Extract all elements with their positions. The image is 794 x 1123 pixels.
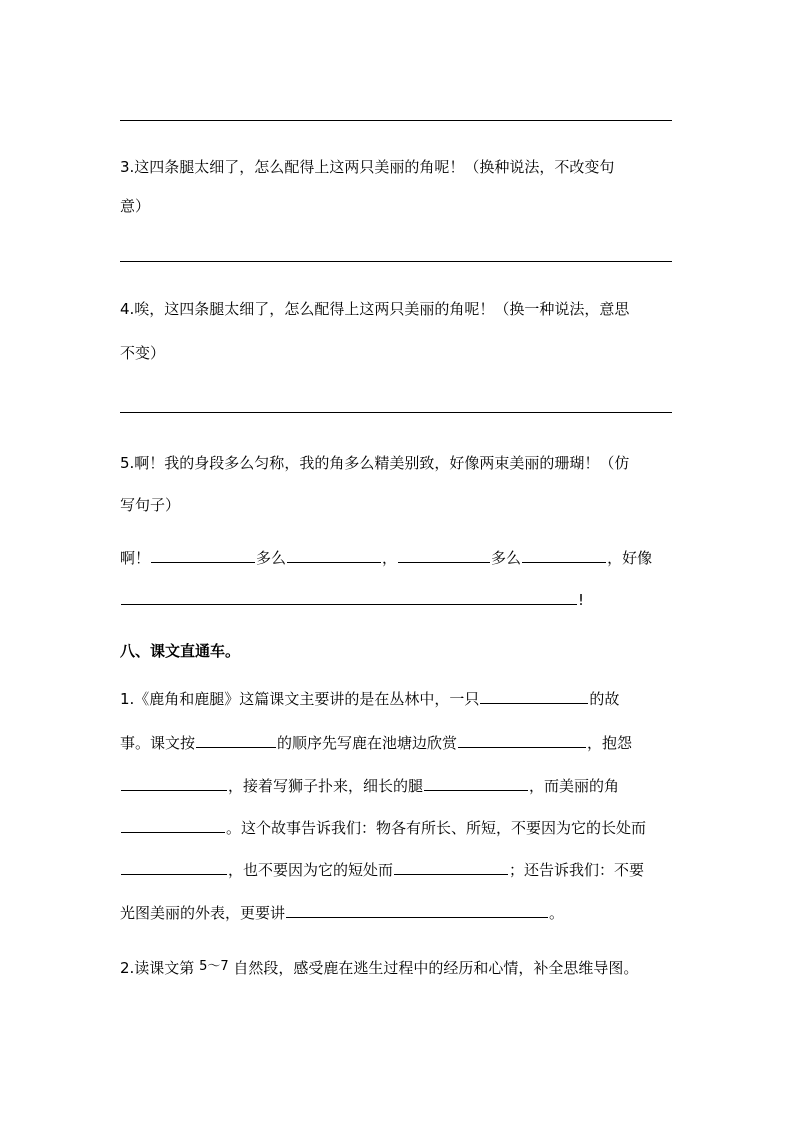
question-3-line-1: 3.这四条腿太细了，怎么配得上这两只美丽的角呢！（换种说法，不改变句 — [120, 158, 615, 176]
template-duoshao-1: 多么 — [256, 549, 287, 567]
blank-8-8[interactable] — [394, 860, 508, 875]
section-8-heading: 八、课文直通车。 — [120, 642, 241, 660]
blank-8-5[interactable] — [424, 776, 528, 791]
blank-5d[interactable] — [522, 548, 606, 563]
blank-8-9[interactable] — [286, 903, 548, 918]
answer-line-q3[interactable] — [120, 261, 672, 262]
s8-q1-line-3 — [120, 775, 619, 796]
s8-q1-line-5 — [120, 859, 644, 880]
blank-5a[interactable] — [151, 548, 255, 563]
s8-q2-line — [120, 955, 638, 978]
s8-q1-line-4 — [120, 817, 646, 838]
blank-5c[interactable] — [398, 548, 490, 563]
question-4-line-1: 4.唉，这四条腿太细了，怎么配得上这两只美丽的角呢！（换一种说法，意思 — [120, 300, 630, 318]
imitation-sentence-line-2 — [120, 590, 584, 609]
template-duoshao-2: 多么 — [491, 549, 522, 567]
s8-q1-text-8: 。这个故事告诉我们：物各有所长、所短，不要因为它的长处而 — [226, 819, 647, 837]
s8-q1-line-6 — [120, 902, 564, 923]
s8-q1-text-10: ；还告诉我们：不要 — [509, 861, 645, 879]
blank-8-6[interactable] — [121, 818, 225, 833]
s8-q1-text-6: ，接着写狮子扑来，细长的腿 — [228, 777, 424, 795]
s8-q1-text-12: 。 — [549, 904, 565, 922]
question-3-line-2: 意） — [120, 197, 151, 215]
s8-q1-line-1 — [120, 688, 619, 709]
template-haoxiang: ，好像 — [607, 549, 653, 567]
template-comma: ， — [382, 549, 398, 567]
s8-q1-line-2 — [120, 732, 632, 753]
s8-q1-text-9: ，也不要因为它的短处而 — [228, 861, 394, 879]
s8-q1-text-11: 光图美丽的外表，更要讲 — [120, 904, 286, 922]
question-5-line-2: 写句子） — [120, 496, 181, 514]
blank-8-1[interactable] — [480, 689, 588, 704]
question-4-line-2: 不变） — [120, 344, 166, 362]
s8-q2-prefix: 2.读课文第 — [120, 959, 200, 977]
s8-q1-text-2: 的故 — [589, 690, 620, 708]
s8-q2-range: 5～7 — [199, 959, 229, 974]
blank-8-2[interactable] — [196, 733, 276, 748]
s8-q1-text-5: ，抱怨 — [587, 734, 633, 752]
blank-8-3[interactable] — [458, 733, 586, 748]
blank-8-7[interactable] — [121, 860, 227, 875]
s8-q1-text-7: ，而美丽的角 — [529, 777, 620, 795]
s8-q1-text-1: 1.《鹿角和鹿腿》这篇课文主要讲的是在丛林中，一只 — [120, 690, 480, 708]
s8-q1-text-4: 的顺序先写鹿在池塘边欣赏 — [277, 734, 458, 752]
s8-q1-text-3: 事。课文按 — [120, 734, 196, 752]
answer-line-q2[interactable] — [120, 120, 672, 121]
blank-5b[interactable] — [287, 548, 381, 563]
question-5-line-1: 5.啊！我的身段多么匀称，我的角多么精美别致，好像两束美丽的珊瑚！（仿 — [120, 454, 630, 472]
answer-line-q4[interactable] — [120, 412, 672, 413]
imitation-sentence-template — [120, 547, 652, 568]
template-end: ! — [578, 591, 585, 609]
blank-8-4[interactable] — [121, 776, 227, 791]
s8-q2-suffix: 自然段，感受鹿在逃生过程中的经历和心情，补全思维导图。 — [228, 959, 639, 977]
template-start: 啊！ — [120, 549, 151, 567]
blank-5e[interactable] — [121, 590, 577, 605]
